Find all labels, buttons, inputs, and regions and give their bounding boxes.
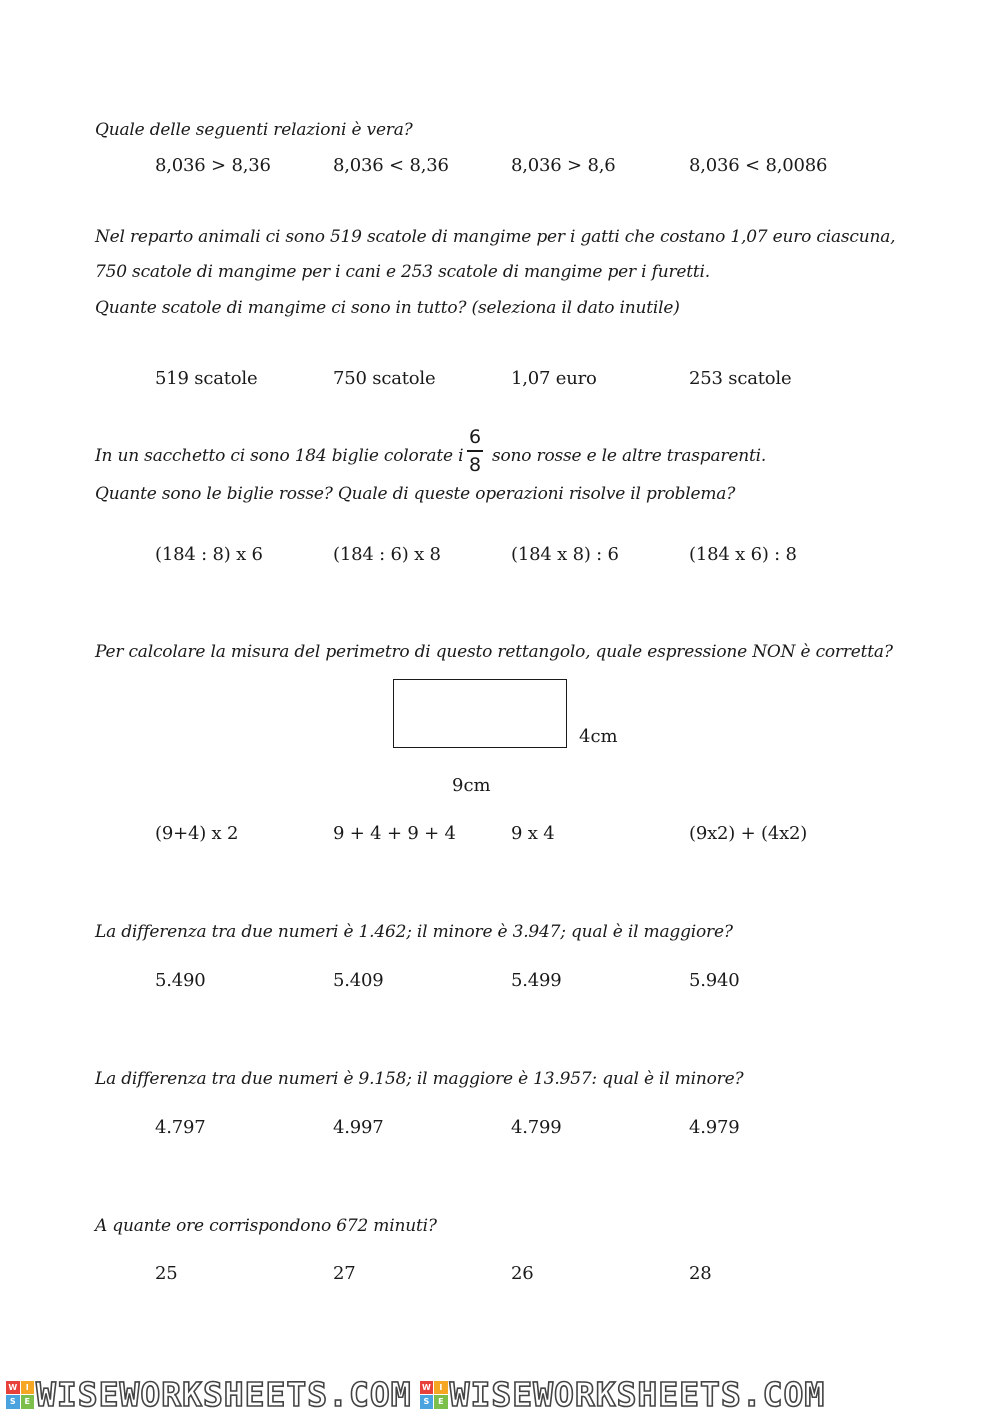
answer-option[interactable]: 4.979 <box>689 1117 740 1138</box>
question-5-text: La differenza tra due numeri è 1.462; il minore è 3.947; qual è il maggiore? <box>95 922 733 942</box>
answer-option[interactable]: 750 scatole <box>333 368 436 389</box>
rectangle-height-label: 4cm <box>579 726 618 747</box>
logo-letter: E <box>434 1395 448 1409</box>
question-5-options <box>0 968 1000 994</box>
logo-letter: S <box>6 1395 20 1409</box>
question-2-text-line-2: 750 scatole di mangime per i cani e 253 scatole di mangime per i furetti. <box>95 262 710 282</box>
answer-option[interactable]: 5.940 <box>689 970 740 991</box>
question-7-options <box>0 1261 1000 1287</box>
logo-letter: I <box>434 1381 448 1395</box>
question-6-text: La differenza tra due numeri è 9.158; il maggiore è 13.957: qual è il minore? <box>95 1069 744 1089</box>
logo-letter: E <box>21 1395 35 1409</box>
question-1-options <box>0 153 1000 179</box>
answer-option[interactable]: 8,036 < 8,0086 <box>689 155 828 176</box>
answer-option[interactable]: 4.799 <box>511 1117 562 1138</box>
fraction <box>464 425 486 477</box>
answer-option[interactable]: 26 <box>511 1263 534 1284</box>
answer-option[interactable]: 519 scatole <box>155 368 258 389</box>
question-7-text: A quante ore corrispondono 672 minuti? <box>95 1216 437 1236</box>
answer-option[interactable]: 5.499 <box>511 970 562 991</box>
question-4-text: Per calcolare la misura del perimetro di questo rettangolo, quale espressione NON è corretta? <box>95 642 893 662</box>
answer-option[interactable]: 9 x 4 <box>511 823 555 844</box>
answer-option[interactable]: 9 + 4 + 9 + 4 <box>333 823 456 844</box>
answer-option[interactable]: 5.409 <box>333 970 384 991</box>
rectangle-figure <box>393 679 567 748</box>
brand-text: WISEWORKSHEETS.COM <box>449 1375 826 1414</box>
logo-icon <box>420 1381 448 1409</box>
answer-option[interactable]: 8,036 < 8,36 <box>333 155 449 176</box>
question-3-text-line-2: Quante sono le biglie rosse? Quale di queste operazioni risolve il problema? <box>95 484 736 504</box>
answer-option[interactable]: (184 x 6) : 8 <box>689 544 797 565</box>
logo-letter: I <box>21 1381 35 1395</box>
question-2-options <box>0 366 1000 392</box>
answer-option[interactable]: 8,036 > 8,6 <box>511 155 616 176</box>
answer-option[interactable]: (184 : 8) x 6 <box>155 544 263 565</box>
question-2-text-line-3: Quante scatole di mangime ci sono in tutto? (seleziona il dato inutile) <box>95 298 680 318</box>
question-3-options <box>0 542 1000 568</box>
answer-option[interactable]: 28 <box>689 1263 712 1284</box>
answer-option[interactable]: 253 scatole <box>689 368 792 389</box>
answer-option[interactable]: 5.490 <box>155 970 206 991</box>
answer-option[interactable]: (184 x 8) : 6 <box>511 544 619 565</box>
logo-icon <box>6 1381 34 1409</box>
answer-option[interactable]: 4.797 <box>155 1117 206 1138</box>
answer-option[interactable]: (9+4) x 2 <box>155 823 239 844</box>
rectangle-width-label: 9cm <box>452 775 491 796</box>
logo-letter: W <box>420 1381 434 1395</box>
question-1-text: Quale delle seguenti relazioni è vera? <box>95 120 413 140</box>
answer-option[interactable]: (9x2) + (4x2) <box>689 823 808 844</box>
question-3-text-line-1-after: sono rosse e le altre trasparenti. <box>492 446 767 466</box>
brand-text: WISEWORKSHEETS.COM <box>36 1375 412 1414</box>
fraction-numerator: 6 <box>468 426 482 448</box>
answer-option[interactable]: 8,036 > 8,36 <box>155 155 271 176</box>
logo-letter: S <box>420 1395 434 1409</box>
answer-option[interactable]: 25 <box>155 1263 178 1284</box>
logo-letter: W <box>6 1381 20 1395</box>
question-6-options <box>0 1115 1000 1141</box>
fraction-bar <box>467 450 483 452</box>
question-4-options <box>0 821 1000 847</box>
answer-option[interactable]: 4.997 <box>333 1117 384 1138</box>
answer-option[interactable]: (184 : 6) x 8 <box>333 544 441 565</box>
question-3-text-line-1-before: In un sacchetto ci sono 184 biglie colorate i <box>95 446 464 466</box>
fraction-denominator: 8 <box>468 454 482 476</box>
footer-watermark <box>0 1376 1000 1413</box>
answer-option[interactable]: 1,07 euro <box>511 368 597 389</box>
question-2-text-line-1: Nel reparto animali ci sono 519 scatole di mangime per i gatti che costano 1,07 euro ciascuna, <box>95 227 896 247</box>
answer-option[interactable]: 27 <box>333 1263 356 1284</box>
